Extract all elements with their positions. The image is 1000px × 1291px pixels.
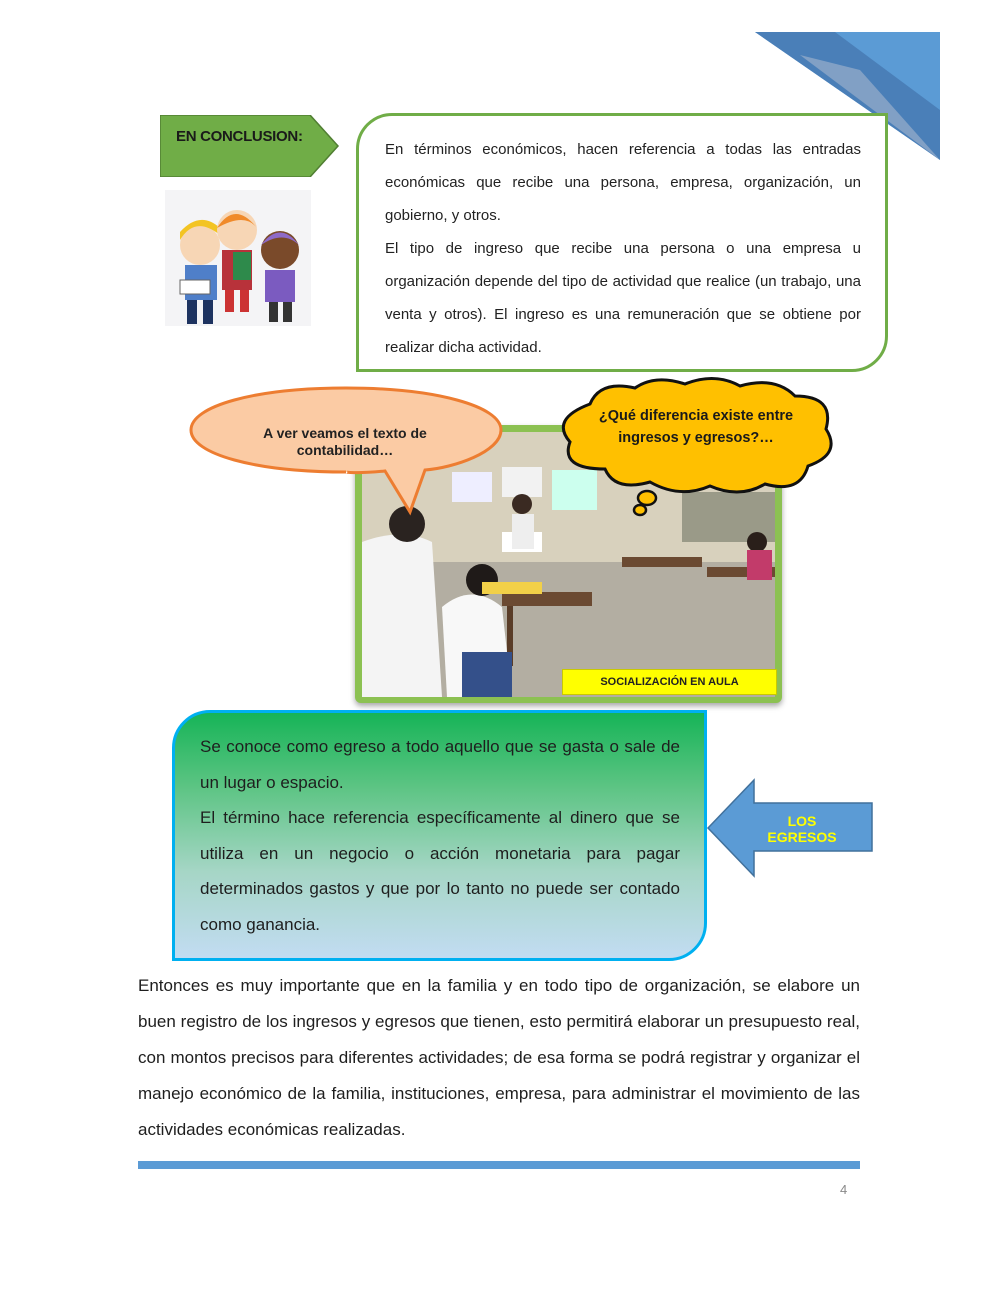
conclusion-label: EN CONCLUSION:	[176, 128, 303, 145]
income-definition-text: En términos económicos, hacen referencia a todas las entradas económicas que recibe una persona, empresa, organización, un gobierno, y otros. El tipo de ingreso que recibe una persona o una empresa u organización depende del tipo de actividad que realice (un trabajo, una venta y otros). El ingreso es una remuneración que se obtiene por realizar dicha actividad.	[385, 141, 861, 356]
closing-paragraph: Entonces es muy importante que en la familia y en todo tipo de organización, se elabore un buen registro de los ingresos y egresos que tienen, esto permitirá elaborar un presupuesto real, con montos precisos para diferentes actividades; de esa forma se podrá registrar y organizar el manejo económico de la familia, instituciones, empresa, para administrar el movimiento de las actividades económicas realizadas.	[138, 976, 860, 1139]
photo-caption: SOCIALIZACIÓN EN AULA	[562, 669, 777, 695]
children-illustration	[165, 190, 311, 326]
footer-divider	[138, 1161, 860, 1169]
income-conclusion-box	[356, 113, 888, 372]
page-number: 4	[840, 1182, 848, 1197]
conclusion-arrow-tag	[160, 115, 340, 177]
expenses-definition-box	[172, 710, 707, 961]
expenses-definition-text: Se conoce como egreso a todo aquello que se gasta o sale de un lugar o espacio. El término hace referencia específicamente al dinero que se utiliza en un negocio o acción monetaria para pagar determinados gastos y que por lo tanto no puede ser contado como ganancia.	[200, 737, 680, 934]
thought-bubble-text: ¿Qué diferencia existe entre ingresos y egresos?…	[598, 408, 794, 446]
egresos-label: LOS EGRESOS	[767, 813, 837, 845]
speech-bubble-text: A ver veamos el texto de contabilidad…	[263, 425, 427, 458]
